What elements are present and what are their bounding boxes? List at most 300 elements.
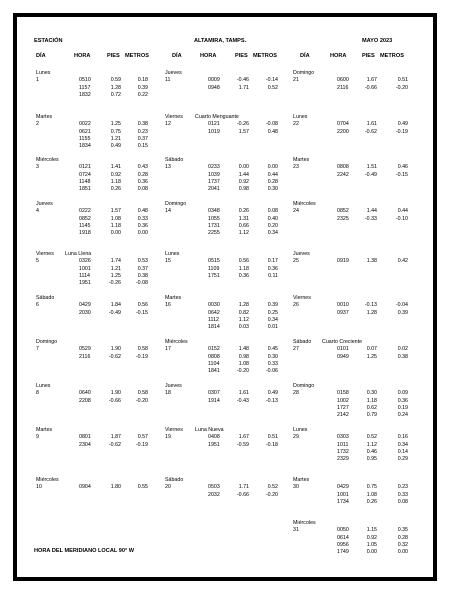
tide-feet: 1.18 — [110, 222, 121, 229]
tide-feet: 1.18 — [110, 178, 121, 185]
tide-hour: 0529 — [79, 346, 91, 353]
tide-hour: 0303 — [337, 434, 349, 441]
tide-feet: 0.66 — [238, 222, 249, 229]
tide-feet: 1.28 — [110, 84, 121, 91]
tide-hour: 1114 — [79, 272, 90, 279]
tide-feet: 1.08 — [238, 360, 249, 367]
tide-meters: 0.37 — [137, 135, 148, 142]
tide-meters: -0.10 — [395, 215, 408, 222]
tide-meters: 0.36 — [137, 222, 148, 229]
tide-feet: 1.90 — [110, 346, 121, 353]
day-number: 13 — [165, 164, 171, 171]
tide-meters: -0.19 — [135, 441, 148, 448]
tide-hour: 1011 — [337, 441, 349, 448]
month-label: MAYO 2023 — [362, 38, 393, 44]
tide-feet: -0.49 — [108, 309, 121, 316]
tide-hour: 1732 — [337, 448, 349, 455]
tide-feet: 1.71 — [238, 484, 249, 491]
tide-meters: 0.38 — [397, 353, 408, 360]
tide-meters: 0.28 — [397, 534, 408, 541]
tide-feet: -0.62 — [108, 441, 121, 448]
tide-feet: 1.71 — [238, 84, 249, 91]
tide-hour: 0222 — [79, 208, 91, 215]
tide-meters: 0.01 — [267, 324, 278, 331]
tide-meters: 0.39 — [397, 309, 408, 316]
tide-hour: 2200 — [337, 128, 349, 135]
tide-feet: 0.75 — [366, 484, 377, 491]
tide-meters: 0.08 — [137, 186, 148, 193]
col-header-hora-3: HORA — [330, 53, 347, 59]
day-number: 27 — [293, 346, 299, 353]
tide-feet: 1.21 — [110, 265, 121, 272]
tide-feet: -0.62 — [364, 128, 377, 135]
tide-hour: 0640 — [79, 390, 91, 397]
tide-hour: 1737 — [208, 178, 220, 185]
tide-meters: 0.42 — [397, 258, 408, 265]
day-name: Jueves — [165, 70, 182, 76]
tide-feet: -0.26 — [108, 280, 121, 287]
tide-feet: 0.00 — [238, 164, 249, 171]
tide-hour: 0010 — [337, 302, 349, 309]
tide-meters: 0.39 — [267, 302, 278, 309]
tide-feet: 1.28 — [238, 302, 249, 309]
tide-hour: 1951 — [79, 280, 91, 287]
tide-meters: 0.43 — [137, 164, 148, 171]
col-header-dia-1: DÍA — [36, 53, 46, 59]
tide-meters: 0.44 — [267, 171, 278, 178]
tide-hour: 0808 — [337, 164, 349, 171]
day-name: Viernes — [36, 251, 54, 257]
day-name: Sábado — [165, 157, 184, 163]
tide-hour: 2208 — [79, 397, 91, 404]
tide-meters: 0.02 — [397, 346, 408, 353]
moon-phase-note: Luna Llena — [65, 251, 92, 257]
tide-meters: 0.55 — [137, 484, 148, 491]
tide-feet: 1.28 — [366, 309, 377, 316]
tide-meters: 0.52 — [267, 484, 278, 491]
tide-feet: 0.92 — [366, 534, 377, 541]
day-number: 4 — [36, 208, 39, 215]
tide-meters: -0.19 — [135, 353, 148, 360]
day-name: Jueves — [165, 383, 182, 389]
day-number: 21 — [293, 77, 299, 84]
day-number: 19 — [165, 434, 171, 441]
tide-meters: 0.33 — [397, 491, 408, 498]
tide-hour: 0919 — [337, 258, 349, 265]
tide-feet: 1.80 — [110, 484, 121, 491]
day-name: Miércoles — [165, 339, 188, 345]
tide-feet: -0.13 — [364, 302, 377, 309]
tide-hour: 2242 — [337, 171, 349, 178]
tide-meters: -0.08 — [265, 121, 278, 128]
tide-feet: 1.08 — [110, 215, 121, 222]
tide-hour: 2325 — [337, 215, 349, 222]
day-name: Domingo — [165, 201, 187, 207]
tide-meters: 0.49 — [267, 390, 278, 397]
footer-note: HORA DEL MERIDIANO LOCAL 90° W — [34, 548, 135, 554]
tide-hour: 0158 — [337, 390, 349, 397]
tide-feet: -0.59 — [236, 441, 249, 448]
day-name: Viernes — [293, 295, 311, 301]
tide-meters: 0.39 — [137, 84, 148, 91]
day-number: 6 — [36, 302, 39, 309]
tide-hour: 1001 — [79, 265, 91, 272]
tide-meters: 0.08 — [397, 498, 408, 505]
tide-meters: -0.13 — [265, 397, 278, 404]
tide-hour: 2329 — [337, 456, 349, 463]
tide-feet: -0.62 — [108, 353, 121, 360]
tide-meters: 0.45 — [267, 346, 278, 353]
day-number: 29 — [293, 434, 299, 441]
tide-meters: 0.24 — [397, 412, 408, 419]
col-header-pies-2: PIES — [235, 53, 248, 59]
tide-meters: 0.58 — [137, 346, 148, 353]
day-name: Sábado — [293, 339, 312, 345]
day-name: Viernes — [165, 114, 183, 120]
day-number: 14 — [165, 208, 171, 215]
tide-feet: 1.38 — [366, 258, 377, 265]
col-header-dia-3: DÍA — [300, 53, 310, 59]
tide-meters: 0.51 — [267, 434, 278, 441]
tide-feet: 0.95 — [366, 456, 377, 463]
day-name: Domingo — [36, 339, 58, 345]
day-number: 2 — [36, 121, 39, 128]
tide-feet: 0.00 — [366, 549, 377, 556]
tide-feet: 1.74 — [110, 258, 121, 265]
tide-meters: 0.25 — [267, 309, 278, 316]
tide-meters: 0.00 — [267, 164, 278, 171]
tide-feet: 0.75 — [110, 128, 121, 135]
tide-hour: 1834 — [79, 143, 91, 150]
day-number: 31 — [293, 527, 299, 534]
tide-hour: 2116 — [79, 353, 91, 360]
tide-feet: 0.59 — [110, 77, 121, 84]
tide-meters: -0.19 — [395, 128, 408, 135]
day-number: 12 — [165, 121, 171, 128]
tide-meters: -0.14 — [265, 77, 278, 84]
tide-hour: 2041 — [208, 186, 220, 193]
day-name: Martes — [36, 427, 53, 433]
tide-hour: 2030 — [79, 309, 91, 316]
tide-feet: 1.67 — [238, 434, 249, 441]
day-number: 23 — [293, 164, 299, 171]
tide-hour: 0852 — [337, 208, 349, 215]
tide-hour: 1731 — [208, 222, 220, 229]
tide-hour: 1039 — [208, 171, 220, 178]
tide-feet: 1.08 — [366, 491, 377, 498]
day-number: 30 — [293, 484, 299, 491]
tide-hour: 0030 — [208, 302, 220, 309]
tide-hour: 0050 — [337, 527, 349, 534]
tide-meters: 0.34 — [267, 316, 278, 323]
tide-feet: 1.25 — [110, 121, 121, 128]
day-name: Lunes — [36, 70, 51, 76]
tide-feet: 0.26 — [110, 186, 121, 193]
tide-hour: 2116 — [337, 84, 349, 91]
tide-feet: 1.25 — [110, 272, 121, 279]
col-header-hora-1: HORA — [74, 53, 91, 59]
day-number: 8 — [36, 390, 39, 397]
tide-meters: 0.38 — [137, 272, 148, 279]
day-name: Sábado — [36, 295, 55, 301]
tide-feet: 1.67 — [366, 77, 377, 84]
day-number: 3 — [36, 164, 39, 171]
day-number: 7 — [36, 346, 39, 353]
tide-meters: 0.48 — [267, 128, 278, 135]
tide-feet: -0.66 — [236, 491, 249, 498]
tide-hour: 0101 — [337, 346, 349, 353]
tide-meters: 0.37 — [137, 265, 148, 272]
tide-hour: 1832 — [79, 91, 91, 98]
tide-hour: 0801 — [79, 434, 91, 441]
tide-hour: 0326 — [79, 258, 91, 265]
day-number: 9 — [36, 434, 39, 441]
tide-meters: -0.20 — [265, 491, 278, 498]
tide-feet: 0.56 — [238, 258, 249, 265]
moon-phase-note: Cuarto Creciente — [322, 339, 363, 345]
tide-hour: 1001 — [337, 491, 349, 498]
tide-meters: 0.19 — [397, 404, 408, 411]
tide-hour: 0621 — [79, 128, 91, 135]
tide-hour: 0022 — [79, 121, 91, 128]
moon-phase-note: Luna Nueva — [195, 427, 224, 433]
tide-feet: -0.20 — [236, 368, 249, 375]
tide-feet: 0.07 — [366, 346, 377, 353]
tide-hour: 2304 — [79, 441, 91, 448]
tide-meters: 0.52 — [267, 84, 278, 91]
day-name: Martes — [293, 157, 310, 163]
tide-feet: -0.43 — [236, 397, 249, 404]
tide-feet: 1.44 — [238, 171, 249, 178]
tide-hour: 1914 — [208, 397, 220, 404]
tide-hour: 1749 — [337, 549, 349, 556]
tide-feet: 0.82 — [238, 309, 249, 316]
tide-meters: 0.58 — [137, 390, 148, 397]
tide-feet: 1.57 — [238, 128, 249, 135]
tide-meters: 0.36 — [397, 397, 408, 404]
tide-meters: 0.16 — [397, 434, 408, 441]
tide-feet: 1.44 — [366, 208, 377, 215]
tide-hour: 0642 — [208, 309, 220, 316]
day-number: 15 — [165, 258, 171, 265]
tide-meters: 0.11 — [268, 272, 278, 279]
col-header-metros-1: METROS — [125, 53, 149, 59]
tide-meters: -0.20 — [135, 397, 148, 404]
tide-meters: 0.29 — [397, 456, 408, 463]
tide-meters: 0.28 — [137, 171, 148, 178]
day-number: 17 — [165, 346, 171, 353]
tide-hour: 0429 — [79, 302, 91, 309]
day-name: Jueves — [36, 201, 53, 207]
day-name: Viernes — [165, 427, 183, 433]
tide-meters: -0.06 — [265, 368, 278, 375]
tide-feet: 0.49 — [110, 143, 121, 150]
tide-feet: 0.79 — [366, 412, 377, 419]
day-name: Martes — [165, 295, 182, 301]
tide-feet: -0.26 — [236, 121, 249, 128]
day-name: Lunes — [293, 427, 308, 433]
tide-feet: 1.87 — [110, 434, 121, 441]
day-name: Miércoles — [36, 477, 59, 483]
tide-meters: 0.22 — [137, 91, 148, 98]
tide-feet: 1.57 — [110, 208, 121, 215]
moon-phase-note: Cuarto Menguante — [195, 114, 239, 120]
tide-meters: 0.34 — [267, 230, 278, 237]
tide-hour: 2032 — [208, 491, 220, 498]
tide-hour: 1751 — [208, 272, 220, 279]
tide-hour: 0949 — [337, 353, 349, 360]
day-number: 5 — [36, 258, 39, 265]
tide-hour: 1918 — [79, 230, 91, 237]
col-header-metros-3: METROS — [380, 53, 404, 59]
tide-feet: 1.61 — [238, 390, 249, 397]
station-label: ESTACIÓN — [34, 38, 63, 44]
tide-hour: 0852 — [79, 215, 91, 222]
tide-feet: 0.52 — [366, 434, 377, 441]
tide-meters: 0.15 — [137, 143, 148, 150]
tide-feet: 0.00 — [110, 230, 121, 237]
tide-feet: 1.21 — [110, 135, 121, 142]
tide-feet: 0.46 — [366, 448, 377, 455]
tide-feet: 1.90 — [110, 390, 121, 397]
day-name: Sábado — [165, 477, 184, 483]
tide-hour: 0408 — [208, 434, 220, 441]
tide-feet: 0.72 — [110, 91, 121, 98]
tide-meters: -0.20 — [395, 84, 408, 91]
tide-meters: 0.20 — [267, 222, 278, 229]
tide-meters: 0.40 — [267, 215, 278, 222]
day-name: Miércoles — [36, 157, 59, 163]
tide-feet: 0.03 — [238, 324, 249, 331]
col-header-pies-3: PIES — [362, 53, 375, 59]
col-header-dia-2: DÍA — [172, 53, 182, 59]
tide-hour: 1148 — [79, 178, 91, 185]
tide-feet: 0.98 — [238, 186, 249, 193]
day-number: 24 — [293, 208, 299, 215]
tide-meters: 0.57 — [137, 434, 148, 441]
tide-feet: 0.62 — [366, 404, 377, 411]
tide-feet: 1.18 — [238, 265, 249, 272]
tide-hour: 0429 — [337, 484, 349, 491]
tide-meters: -0.15 — [135, 309, 148, 316]
tide-hour: 0704 — [337, 121, 349, 128]
tide-hour: 1851 — [79, 186, 91, 193]
day-name: Lunes — [36, 383, 51, 389]
tide-hour: 2142 — [337, 412, 349, 419]
tide-meters: 0.09 — [397, 390, 408, 397]
tide-hour: 1019 — [208, 128, 220, 135]
tide-meters: 0.36 — [137, 178, 148, 185]
day-name: Miércoles — [293, 520, 316, 526]
station-title: ALTAMIRA, TAMPS. — [194, 38, 247, 44]
tide-feet: 1.12 — [238, 316, 249, 323]
tide-meters: 0.17 — [267, 258, 278, 265]
tide-hour: 0152 — [208, 346, 220, 353]
tide-feet: 1.31 — [238, 215, 249, 222]
tide-meters: -0.04 — [395, 302, 408, 309]
tide-hour: 0808 — [208, 353, 220, 360]
tide-meters: 0.34 — [397, 441, 408, 448]
tide-hour: 0515 — [208, 258, 220, 265]
tide-meters: 0.53 — [137, 258, 148, 265]
tide-meters: -0.08 — [135, 280, 148, 287]
day-number: 26 — [293, 302, 299, 309]
tide-hour: 1734 — [337, 498, 349, 505]
tide-hour: 0503 — [208, 484, 220, 491]
tide-meters: 0.36 — [267, 265, 278, 272]
tide-meters: 0.35 — [397, 527, 408, 534]
tide-hour: 1155 — [79, 135, 91, 142]
day-name: Domingo — [293, 383, 315, 389]
tide-hour: 0307 — [208, 390, 220, 397]
tide-hour: 1841 — [208, 368, 220, 375]
tide-feet: 0.30 — [366, 390, 377, 397]
tide-feet: 1.48 — [238, 346, 249, 353]
tide-feet: -0.49 — [364, 171, 377, 178]
day-number: 18 — [165, 390, 171, 397]
tide-hour: 0348 — [208, 208, 220, 215]
tide-meters: 0.33 — [137, 215, 148, 222]
tide-hour: 0233 — [208, 164, 220, 171]
tide-meters: 0.23 — [397, 484, 408, 491]
tide-hour: 0600 — [337, 77, 349, 84]
tide-hour: 0510 — [79, 77, 91, 84]
tide-meters: 0.33 — [267, 360, 278, 367]
col-header-metros-2: METROS — [253, 53, 277, 59]
day-name: Miércoles — [293, 201, 316, 207]
day-number: 20 — [165, 484, 171, 491]
tide-meters: 0.14 — [397, 448, 408, 455]
tide-meters: 0.56 — [137, 302, 148, 309]
tide-meters: 0.28 — [267, 178, 278, 185]
day-number: 10 — [36, 484, 42, 491]
day-name: Lunes — [165, 251, 180, 257]
tide-feet: 0.26 — [238, 208, 249, 215]
tide-feet: 1.61 — [366, 121, 377, 128]
day-name: Jueves — [293, 251, 310, 257]
col-header-pies-1: PIES — [107, 53, 120, 59]
tide-hour: 1814 — [208, 324, 220, 331]
tide-meters: 0.18 — [137, 77, 148, 84]
tide-hour: 0904 — [79, 484, 91, 491]
tide-meters: 0.51 — [397, 77, 408, 84]
col-header-hora-2: HORA — [200, 53, 217, 59]
tide-hour: 0614 — [337, 534, 349, 541]
tide-meters: 0.30 — [267, 353, 278, 360]
tide-hour: 0724 — [79, 171, 91, 178]
day-number: 22 — [293, 121, 299, 128]
tide-feet: 1.18 — [366, 397, 377, 404]
tide-feet: 1.51 — [366, 164, 377, 171]
tide-feet: -0.46 — [236, 77, 249, 84]
tide-hour: 2255 — [208, 230, 220, 237]
tide-hour: 1157 — [79, 84, 91, 91]
tide-hour: 1727 — [337, 404, 349, 411]
tide-feet: 1.15 — [366, 527, 377, 534]
day-name: Lunes — [293, 114, 308, 120]
tide-feet: 1.12 — [366, 441, 377, 448]
tide-feet: 0.92 — [238, 178, 249, 185]
tide-hour: 1109 — [208, 265, 220, 272]
tide-feet: -0.33 — [364, 215, 377, 222]
tide-feet: 1.25 — [366, 353, 377, 360]
tide-meters: -0.18 — [265, 441, 278, 448]
tide-meters: 0.38 — [137, 121, 148, 128]
tide-feet: -0.66 — [108, 397, 121, 404]
tide-meters: 0.00 — [137, 230, 148, 237]
tide-feet: 0.92 — [110, 171, 121, 178]
tide-hour: 1055 — [208, 215, 220, 222]
